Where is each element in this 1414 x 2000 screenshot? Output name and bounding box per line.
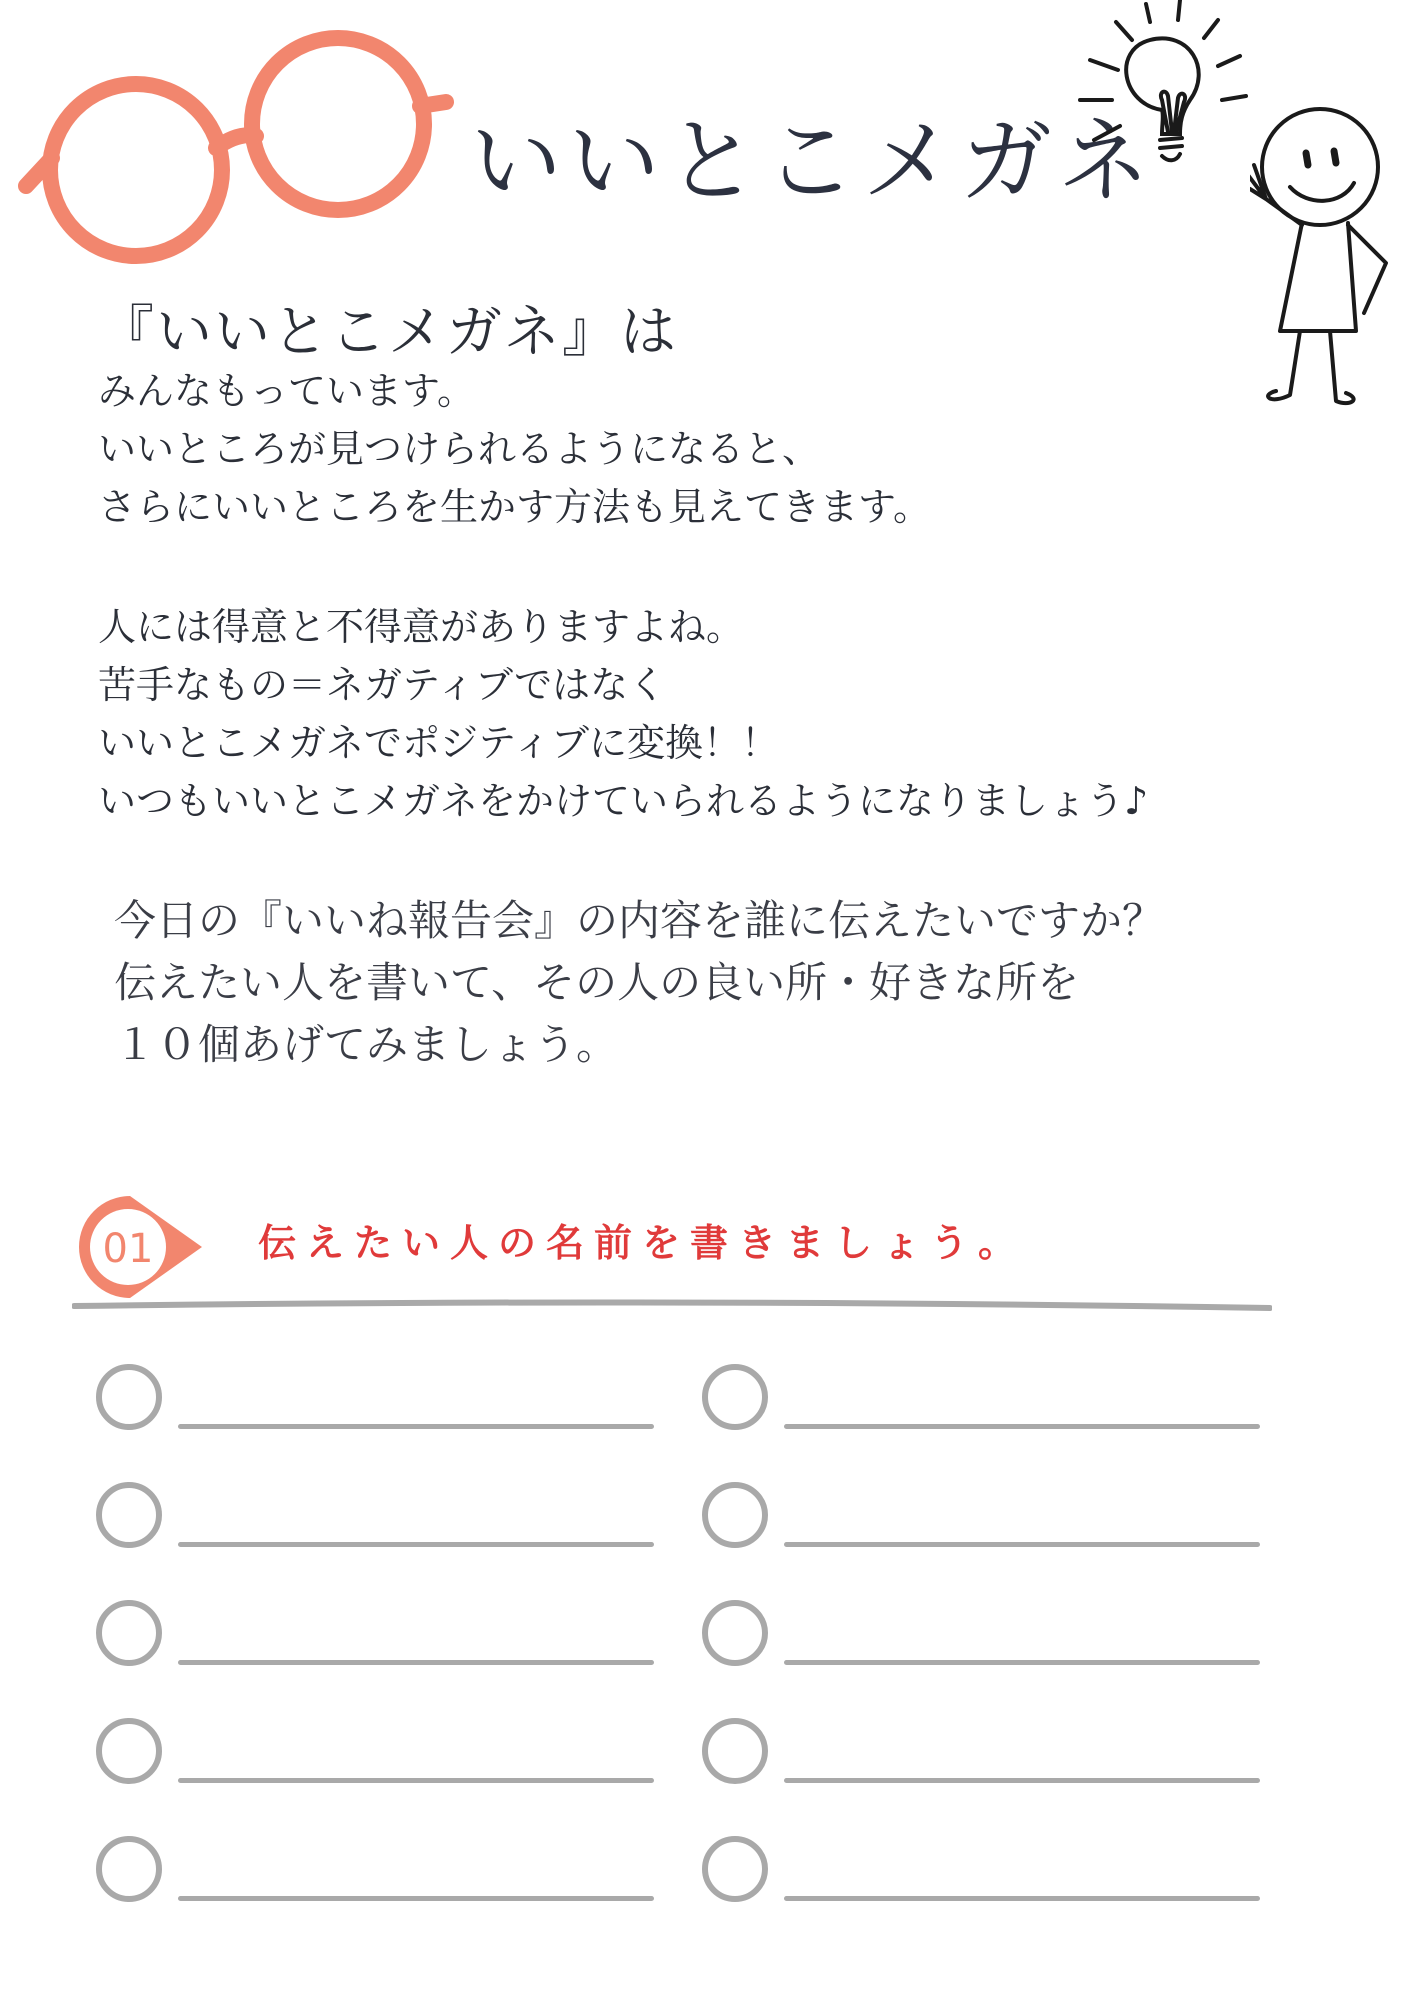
write-line[interactable] <box>784 1896 1260 1901</box>
step-label: 伝えたい人の名前を書きましょう。 <box>258 1221 1027 1265</box>
section-divider <box>72 1296 1272 1316</box>
page-title: いいとこメガネ <box>470 108 1157 215</box>
step-number-badge <box>76 1192 206 1302</box>
step-number: 01 <box>102 1226 154 1272</box>
entry-row[interactable] <box>70 1362 610 1432</box>
write-line[interactable] <box>178 1424 654 1429</box>
write-line[interactable] <box>178 1778 654 1783</box>
text-line: 苦手なもの＝ネガティブではなく <box>98 663 667 707</box>
checkbox-circle[interactable] <box>96 1482 162 1548</box>
text-line: いいとこメガネでポジティブに変換！！ <box>98 721 779 765</box>
text-line: 伝えたい人を書いて、その人の良い所・好きな所を <box>114 958 1080 1007</box>
checkbox-circle[interactable] <box>702 1718 768 1784</box>
text-line: いいところが見つけられるようになると、 <box>98 427 821 471</box>
glasses-icon <box>18 28 458 268</box>
entry-row[interactable] <box>676 1362 1216 1432</box>
write-line[interactable] <box>784 1778 1260 1783</box>
text-line: １０個あげてみましょう。 <box>114 1020 619 1069</box>
checkbox-circle[interactable] <box>702 1836 768 1902</box>
text-line: 今日の『いいね報告会』の内容を誰に伝えたいですか？ <box>114 896 1165 945</box>
checkbox-circle[interactable] <box>702 1364 768 1430</box>
intro-paragraph-2 <box>98 598 1148 830</box>
text-line: さらにいいところを生かす方法も見えてきます。 <box>98 485 931 529</box>
entry-row[interactable] <box>70 1834 610 1904</box>
intro-paragraph-1 <box>98 362 931 536</box>
entry-row[interactable] <box>70 1716 610 1786</box>
instruction-paragraph <box>114 890 1164 1076</box>
checkbox-circle[interactable] <box>96 1600 162 1666</box>
write-line[interactable] <box>178 1542 654 1547</box>
entry-row[interactable] <box>676 1716 1216 1786</box>
entry-row[interactable] <box>676 1834 1216 1904</box>
text-line: 人には得意と不得意がありますよね。 <box>98 605 745 649</box>
intro-heading: 『いいとこメガネ』は <box>98 300 678 365</box>
write-line[interactable] <box>784 1660 1260 1665</box>
lightbulb-icon <box>1050 0 1270 210</box>
checkbox-circle[interactable] <box>96 1718 162 1784</box>
write-line[interactable] <box>178 1896 654 1901</box>
write-line[interactable] <box>178 1660 654 1665</box>
entry-row[interactable] <box>676 1598 1216 1668</box>
checkbox-circle[interactable] <box>96 1836 162 1902</box>
entry-row[interactable] <box>70 1480 610 1550</box>
checkbox-circle[interactable] <box>702 1482 768 1548</box>
write-line[interactable] <box>784 1424 1260 1429</box>
checkbox-circle[interactable] <box>702 1600 768 1666</box>
text-line: いつもいいとこメガネをかけていられるようになりましょう♪ <box>98 779 1149 823</box>
write-line[interactable] <box>784 1542 1260 1547</box>
stick-figure-icon <box>1250 95 1414 425</box>
entry-row[interactable] <box>70 1598 610 1668</box>
text-line: みんなもっています。 <box>98 369 475 413</box>
entry-row[interactable] <box>676 1480 1216 1550</box>
checkbox-circle[interactable] <box>96 1364 162 1430</box>
